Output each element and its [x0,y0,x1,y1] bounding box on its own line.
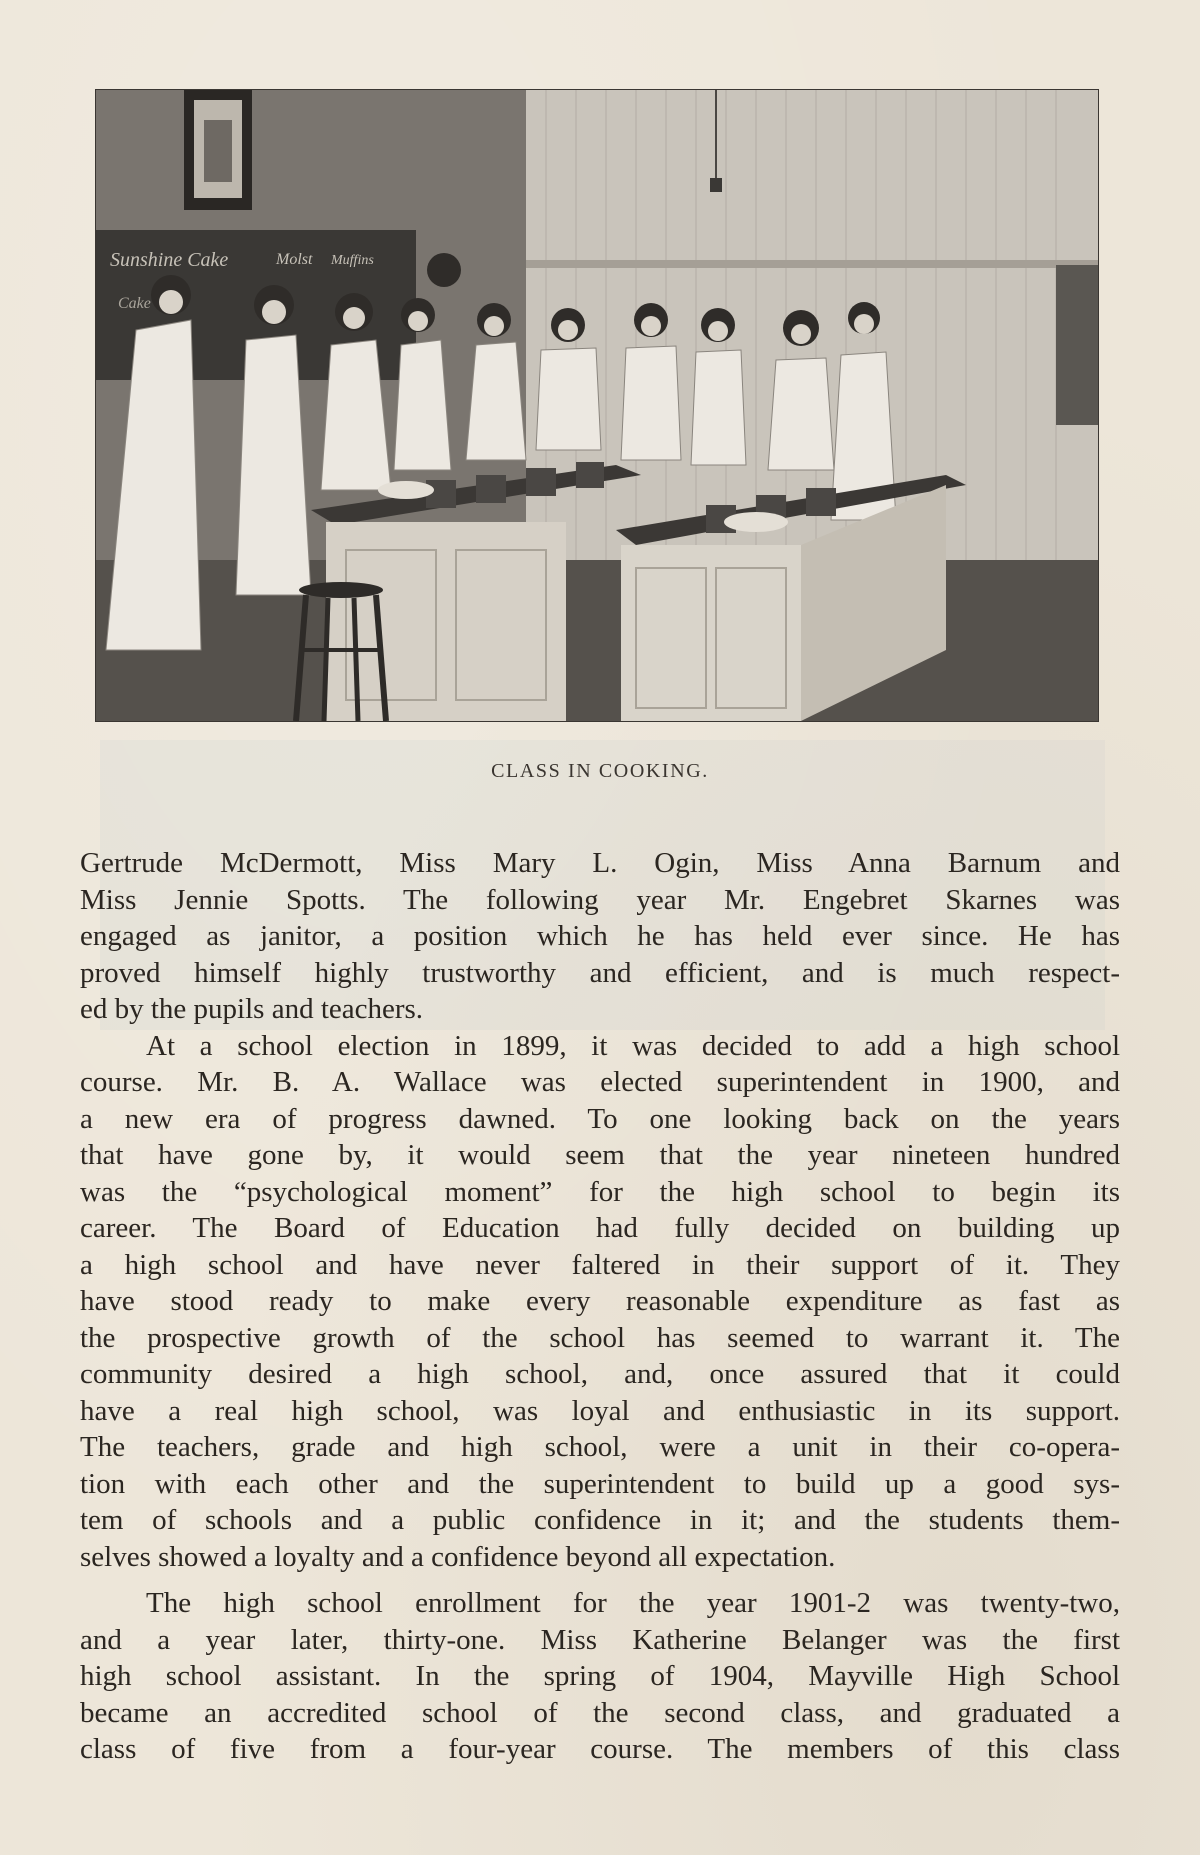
student-head [427,253,461,287]
body-text [80,845,1120,1768]
class-photograph [96,90,1098,721]
cooking-pot [806,488,836,516]
student-figure [691,350,746,465]
text-line: The high school enrollment for the year 1901-2 was twenty-two, [146,1587,1120,1619]
lamp [710,178,722,192]
student-figure [536,348,601,450]
student-face [343,307,365,329]
paragraph [80,1028,1120,1576]
mixing-bowl [724,512,788,532]
student-face [791,324,811,344]
student-figure [621,346,681,460]
text-line: community desired a high school, and, once assured that it could [80,1358,1120,1390]
text-line: ed by the pupils and teachers. [80,993,424,1025]
text-line: selves showed a loyalty and a confidence beyond all expectation. [80,1540,836,1573]
table-cabinet-left [326,522,566,721]
student-figure [394,340,451,470]
window [1056,265,1098,425]
text-line: tem of schools and a public confidence in it; and the students them- [80,1504,1120,1536]
text-line: Miss Jennie Spotts. The following year Mr. Engebret Skarnes was [80,883,1120,916]
text-line: The teachers, grade and high school, were a unit in their co-opera- [80,1431,1120,1463]
cooking-pot [526,468,556,496]
student-face [854,314,874,334]
text-line: class of five from a four-year course. The members of this class [80,1733,1120,1765]
paragraph-gap [80,1575,1120,1585]
text-line: a high school and have never faltered in their support of it. They [80,1248,1120,1281]
cooking-pot [576,462,604,488]
chalkboard-text: Muffins [331,253,374,268]
text-line: and a year later, thirty-one. Miss Katherine Belanger was the first [80,1623,1120,1656]
chalkboard-text: Cake [118,295,151,312]
student-face [159,290,183,314]
photo-caption: CLASS IN COOKING. [491,760,709,782]
text-line: high school assistant. In the spring of 1904, Mayville High School [80,1660,1120,1692]
text-line: the prospective growth of the school has seemed to warrant it. The [80,1321,1120,1354]
chalkboard-text: Sunshine Cake [110,249,229,271]
text-line: have stood ready to make every reasonable expenditure as fast as [80,1285,1120,1317]
text-line: engaged as janitor, a position which he has held ever since. He has [80,920,1120,952]
chalkboard-text: Molst [276,251,313,268]
picture-image [204,120,232,182]
photograph-illustration [96,90,1098,721]
student-face [641,316,661,336]
student-face [262,300,286,324]
mixing-bowl [378,481,434,499]
paragraph [80,1585,1120,1768]
paragraph [80,845,1120,1028]
table-cabinet-front [621,545,801,721]
student-face [484,316,504,336]
text-line: career. The Board of Education had fully decided on building up [80,1212,1120,1244]
text-line: was the “psychological moment” for the high school to begin its [80,1175,1120,1208]
student-figure [768,358,834,470]
student-face [708,321,728,341]
student-face [558,320,578,340]
text-line: have a real high school, was loyal and enthusiastic in its support. [80,1394,1120,1427]
text-line: tion with each other and the superintendent to build up a good sys- [80,1467,1120,1500]
cooking-pot [476,475,506,503]
text-line: that have gone by, it would seem that the year nineteen hundred [80,1139,1120,1171]
text-line: At a school election in 1899, it was decided to add a high school [146,1029,1120,1062]
student-figure [466,342,526,460]
text-line: Gertrude McDermott, Miss Mary L. Ogin, Miss Anna Barnum and [80,847,1120,879]
text-line: a new era of progress dawned. To one looking back on the years [80,1102,1120,1135]
text-line: became an accredited school of the second class, and graduated a [80,1696,1120,1729]
student-face [408,311,428,331]
text-line: proved himself highly trustworthy and efficient, and is much respect- [80,956,1120,989]
wall-rail [526,260,1098,268]
text-line: course. Mr. B. A. Wallace was elected superintendent in 1900, and [80,1066,1120,1098]
